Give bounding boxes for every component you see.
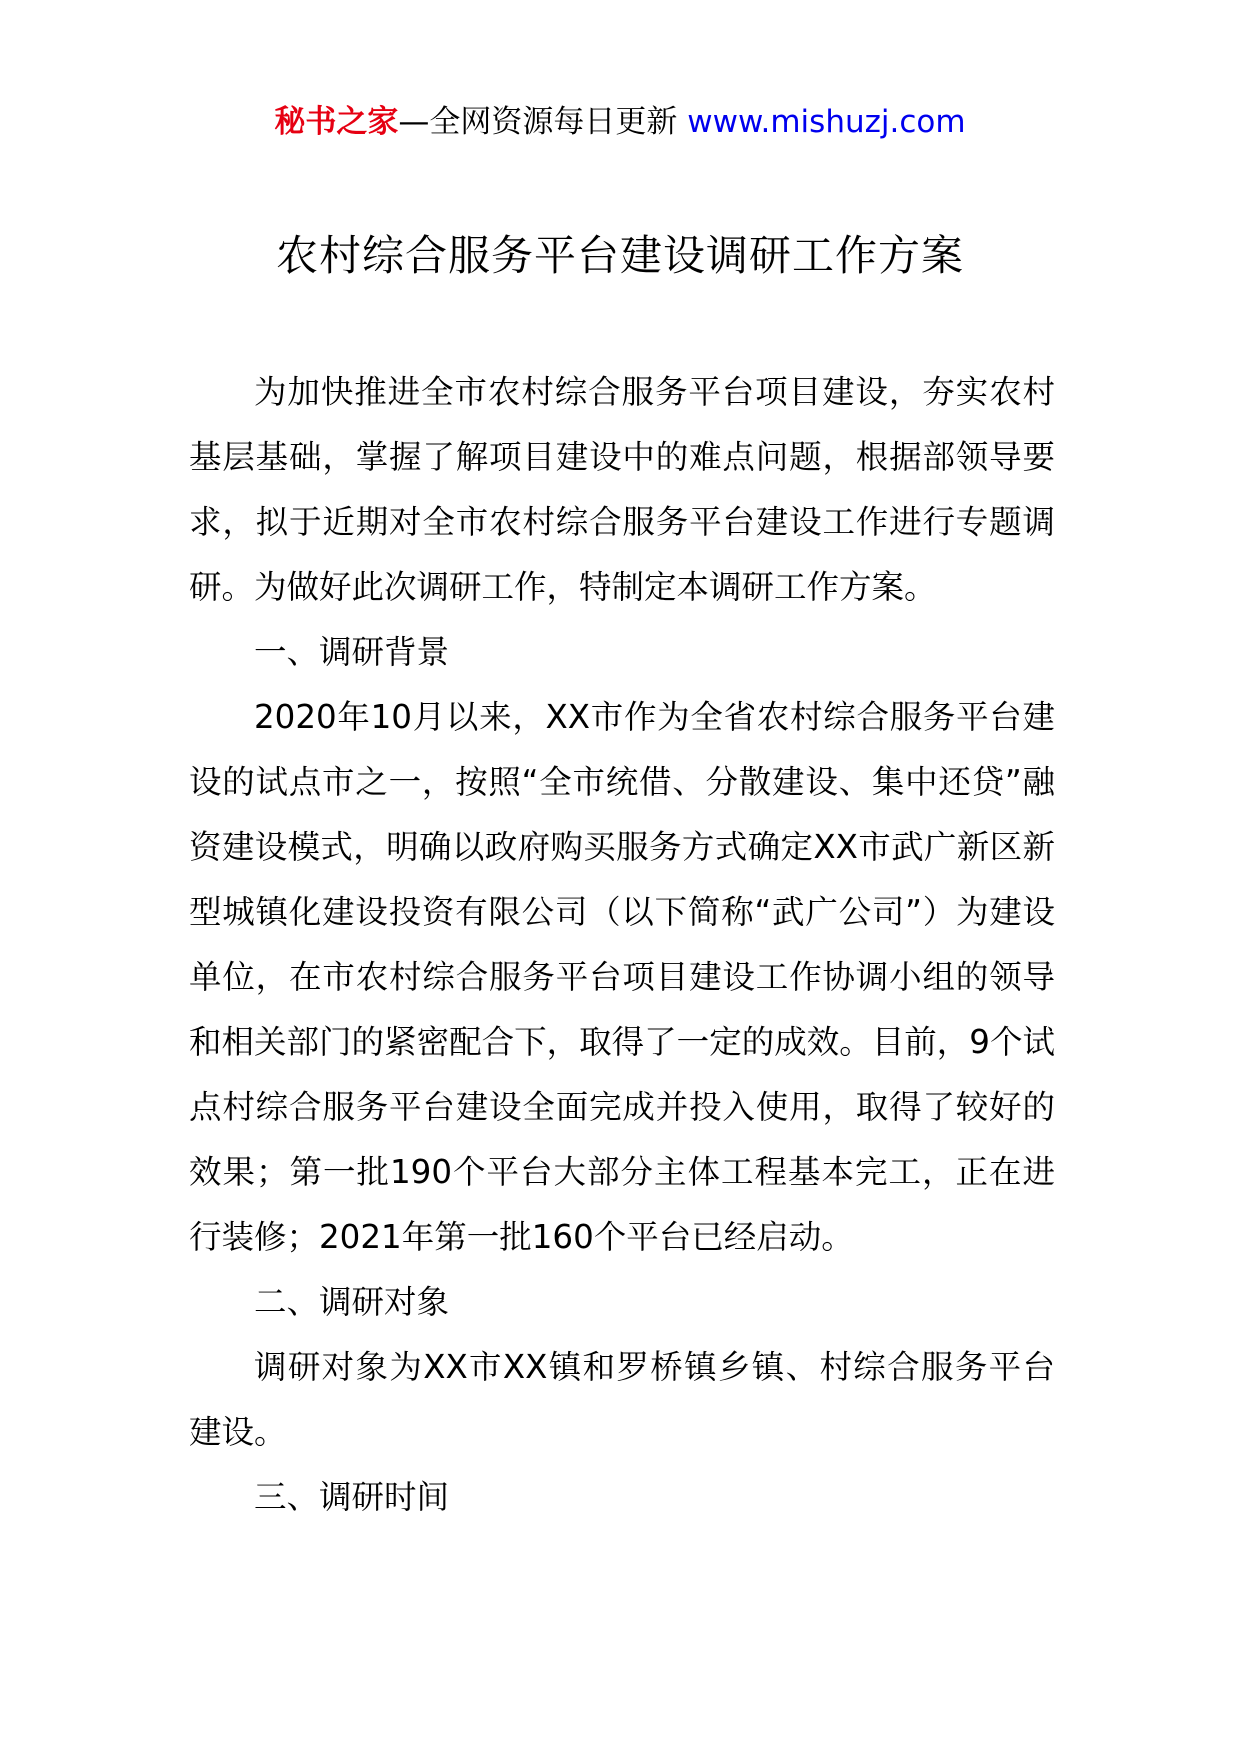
section-heading-background: 一、调研背景 [254,633,450,671]
targets-paragraph: 调研对象为XX市XX镇和罗桥镇乡镇、村综合服务平台建设。 [189,1348,1055,1451]
intro-paragraph: 为加快推进全市农村综合服务平台项目建设，夯实农村基层基础，掌握了解项目建设中的难点问题，根据部领导要求，拟于近期对全市农村综合服务平台建设工作进行专题调研。为做好此次调研工作，特制定本调研工作方案。 [189,373,1055,606]
brand-name: 秘书之家 [274,104,399,140]
document-body [189,360,1055,1530]
background-paragraph: 2020年10月以来，XX市作为全省农村综合服务平台建设的试点市之一，按照“全市统借、分散建设、集中还贷”融资建设模式，明确以政府购买服务方式确定XX市武广新区新型城镇化建设投资有限公司（以下简称“武广公司”）为建设单位，在市农村综合服务平台项目建设工作协调小组的领导和相关部门的紧密配合下，取得了一定的成效。目前，9个试点村综合服务平台建设全面完成并投入使用，取得了较好的效果；第一批190个平台大部分主体工程基本完工，正在进行装修；2021年第一批160个平台已经启动。 [189,698,1055,1256]
site-url-link[interactable]: www.mishuzj.com [687,104,966,140]
site-banner [0,100,1240,144]
document-title: 农村综合服务平台建设调研工作方案 [275,231,964,280]
banner-tagline: —全网资源每日更新 [398,104,688,140]
section-heading-time: 三、调研时间 [254,1478,450,1516]
section-heading-targets: 二、调研对象 [254,1283,450,1321]
